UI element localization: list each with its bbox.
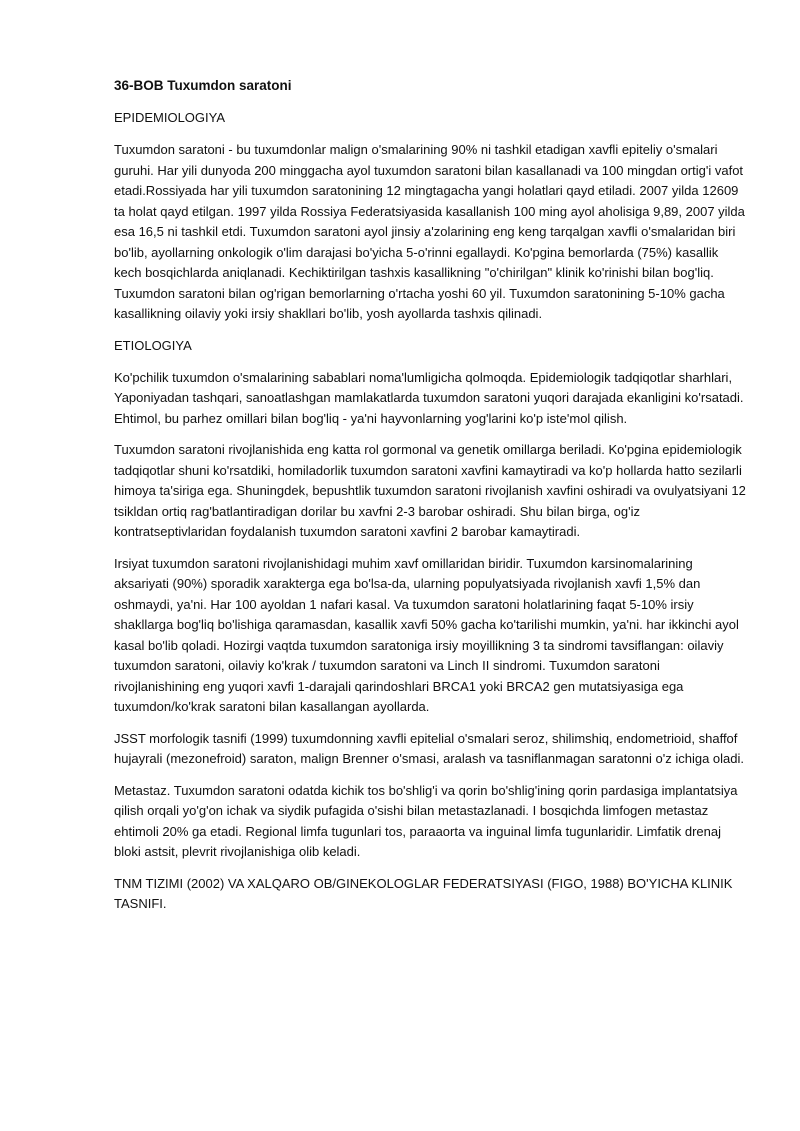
paragraph: Metastaz. Tuxumdon saratoni odatda kichik tos bo'shlig'i va qorin bo'shlig'ining qorin pardasiga implantatsiya qilish orqali yo'g'on ichak va siydik pufagida o'sishi bilan metastazlanadi. I bosqichda limfogen metastaz ehtimoli 20% ga etadi. Regional limfa tugunlari tos, paraaorta va inguinal limfa tugunlaridir. Limfatik drenaj bloki astsit, plevrit rivojlanishiga olib keladi. [114, 782, 738, 859]
paragraph: Ko'pchilik tuxumdon o'smalarining sabablari noma'lumligicha qolmoqda. Epidemiologik tadqiqotlar sharhlari, Yaponiyadan tashqari, sanoatlashgan mamlakatlarda tuxumdon saratoni yuqori darajada ekanligini ko'rsatadi. Ehtimol, bu parhez omillari bilan bog'liq - ya'ni hayvonlarning yog'larini ko'p iste'mol qilish. [114, 369, 744, 426]
section-epidemiology [114, 108, 746, 325]
paragraph: Tuxumdon saratoni rivojlanishida eng katta rol gormonal va genetik omillarga beriladi. Ko'pgina epidemiologik tadqiqotlar shuni ko'rsatdiki, homiladorlik tuxumdon saratoni xavfini kamaytiradi va ko'p hollarda hatto sezilarli himoya ta'siriga ega. Shuningdek, bepushtlik tuxumdon saratoni rivojlanish xavfini oshiradi va ovulyatsiyani 12 tsikldan ortiq rag'batlantiradigan dorilar bu xavfni 2-3 barobar oshiradi. Shu bilan birga, og'iz kontratseptivlaridan foydalanish tuxumdon saratoni xavfini 2 barobar kamaytiradi. [114, 442, 746, 539]
document-page [114, 76, 746, 926]
chapter-title: 36-BOB Tuxumdon saratoni [114, 78, 292, 93]
paragraph: Tuxumdon saratoni - bu tuxumdonlar malign o'smalarining 90% ni tashkil etadigan xavfli epiteliy o'smalari guruhi. Har yili dunyoda 200 minggacha ayol tuxumdon saratoni bilan kasallanadi va 100 mingdan ortig'i vafot etadi.Rossiyada har yili tuxumdon saratonining 12 mingtagacha yangi holatlari qayd etiladi. 2007 yilda 12609 ta holat qayd etilgan. 1997 yilda Rossiya Federatsiyasida kasallanish 100 ming ayol aholisiga 9,89, 2007 yilda esa 16,5 ni tashkil etdi. Tuxumdon saratoni ayol jinsiy a'zolarining eng keng tarqalgan xavfli o'smalaridan biri bo'lib, ayollarning onkologik o'lim darajasi bo'yicha 5-o'rinni egallaydi. Ko'pgina bemorlarda (75%) kasallik kech bosqichlarda aniqlanadi. Kechiktirilgan tashxis kasallikning "o'chirilgan" klinik ko'rinishi bilan bog'liq. Tuxumdon saratoni bilan og'rigan bemorlarning o'rtacha yoshi 60 yil. Tuxumdon saratonining 5-10% gacha kasallikning oilaviy yoki irsiy shakllari bo'lib, yosh ayollarda tashxis qilinadi. [114, 142, 745, 321]
paragraph-tnm-heading: TNM TIZIMI (2002) VA XALQARO OB/GINEKOLOGLAR FEDERATSIYASI (FIGO, 1988) BO'YICHA KLINIK TASNIFI. [114, 875, 733, 911]
section-heading-etiology: ETIOLOGIYA [114, 337, 192, 353]
section-heading-epidemiology: EPIDEMIOLOGIYA [114, 110, 226, 125]
paragraph: JSST morfologik tasnifi (1999) tuxumdonning xavfli epitelial o'smalari seroz, shilimshiq, endometrioid, shaffof hujayrali (mezonefroid) saraton, malign Brenner o'smasi, aralash va tasniflanmagan saratonni o'z ichiga oladi. [114, 730, 745, 766]
paragraph: Irsiyat tuxumdon saratoni rivojlanishidagi muhim xavf omillaridan biridir. Tuxumdon karsinomalarining aksariyati (90%) sporadik xarakterga ega bo'lsa-da, ularning populyatsiyada rivojlanish xavfi 1,5% dan oshmaydi, ya'ni. Har 100 ayoldan 1 nafari kasal. Va tuxumdon saratoni holatlarining faqat 5-10% irsiy shakllarga bog'liq bo'lishiga qaramasdan, kasallik xavfi 50% gacha ko'tarilishi mumkin, ya'ni. har ikkinchi ayol kasal bo'lib qoladi. Hozirgi vaqtda tuxumdon saratoniga irsiy moyillikning 3 ta sindromi tavsiflangan: oilaviy tuxumdon saratoni, oilaviy ko'krak / tuxumdon saratoni va Linch II sindromi. Tuxumdon saratoni rivojlanishining eng yuqori xavfi 1-darajali qarindoshlari BRCA1 yoki BRCA2 gen mutatsiyasiga ega tuxumdon/ko'krak saratoni bilan kasallangan ayollarda. [114, 555, 739, 714]
section-etiology [114, 336, 746, 915]
